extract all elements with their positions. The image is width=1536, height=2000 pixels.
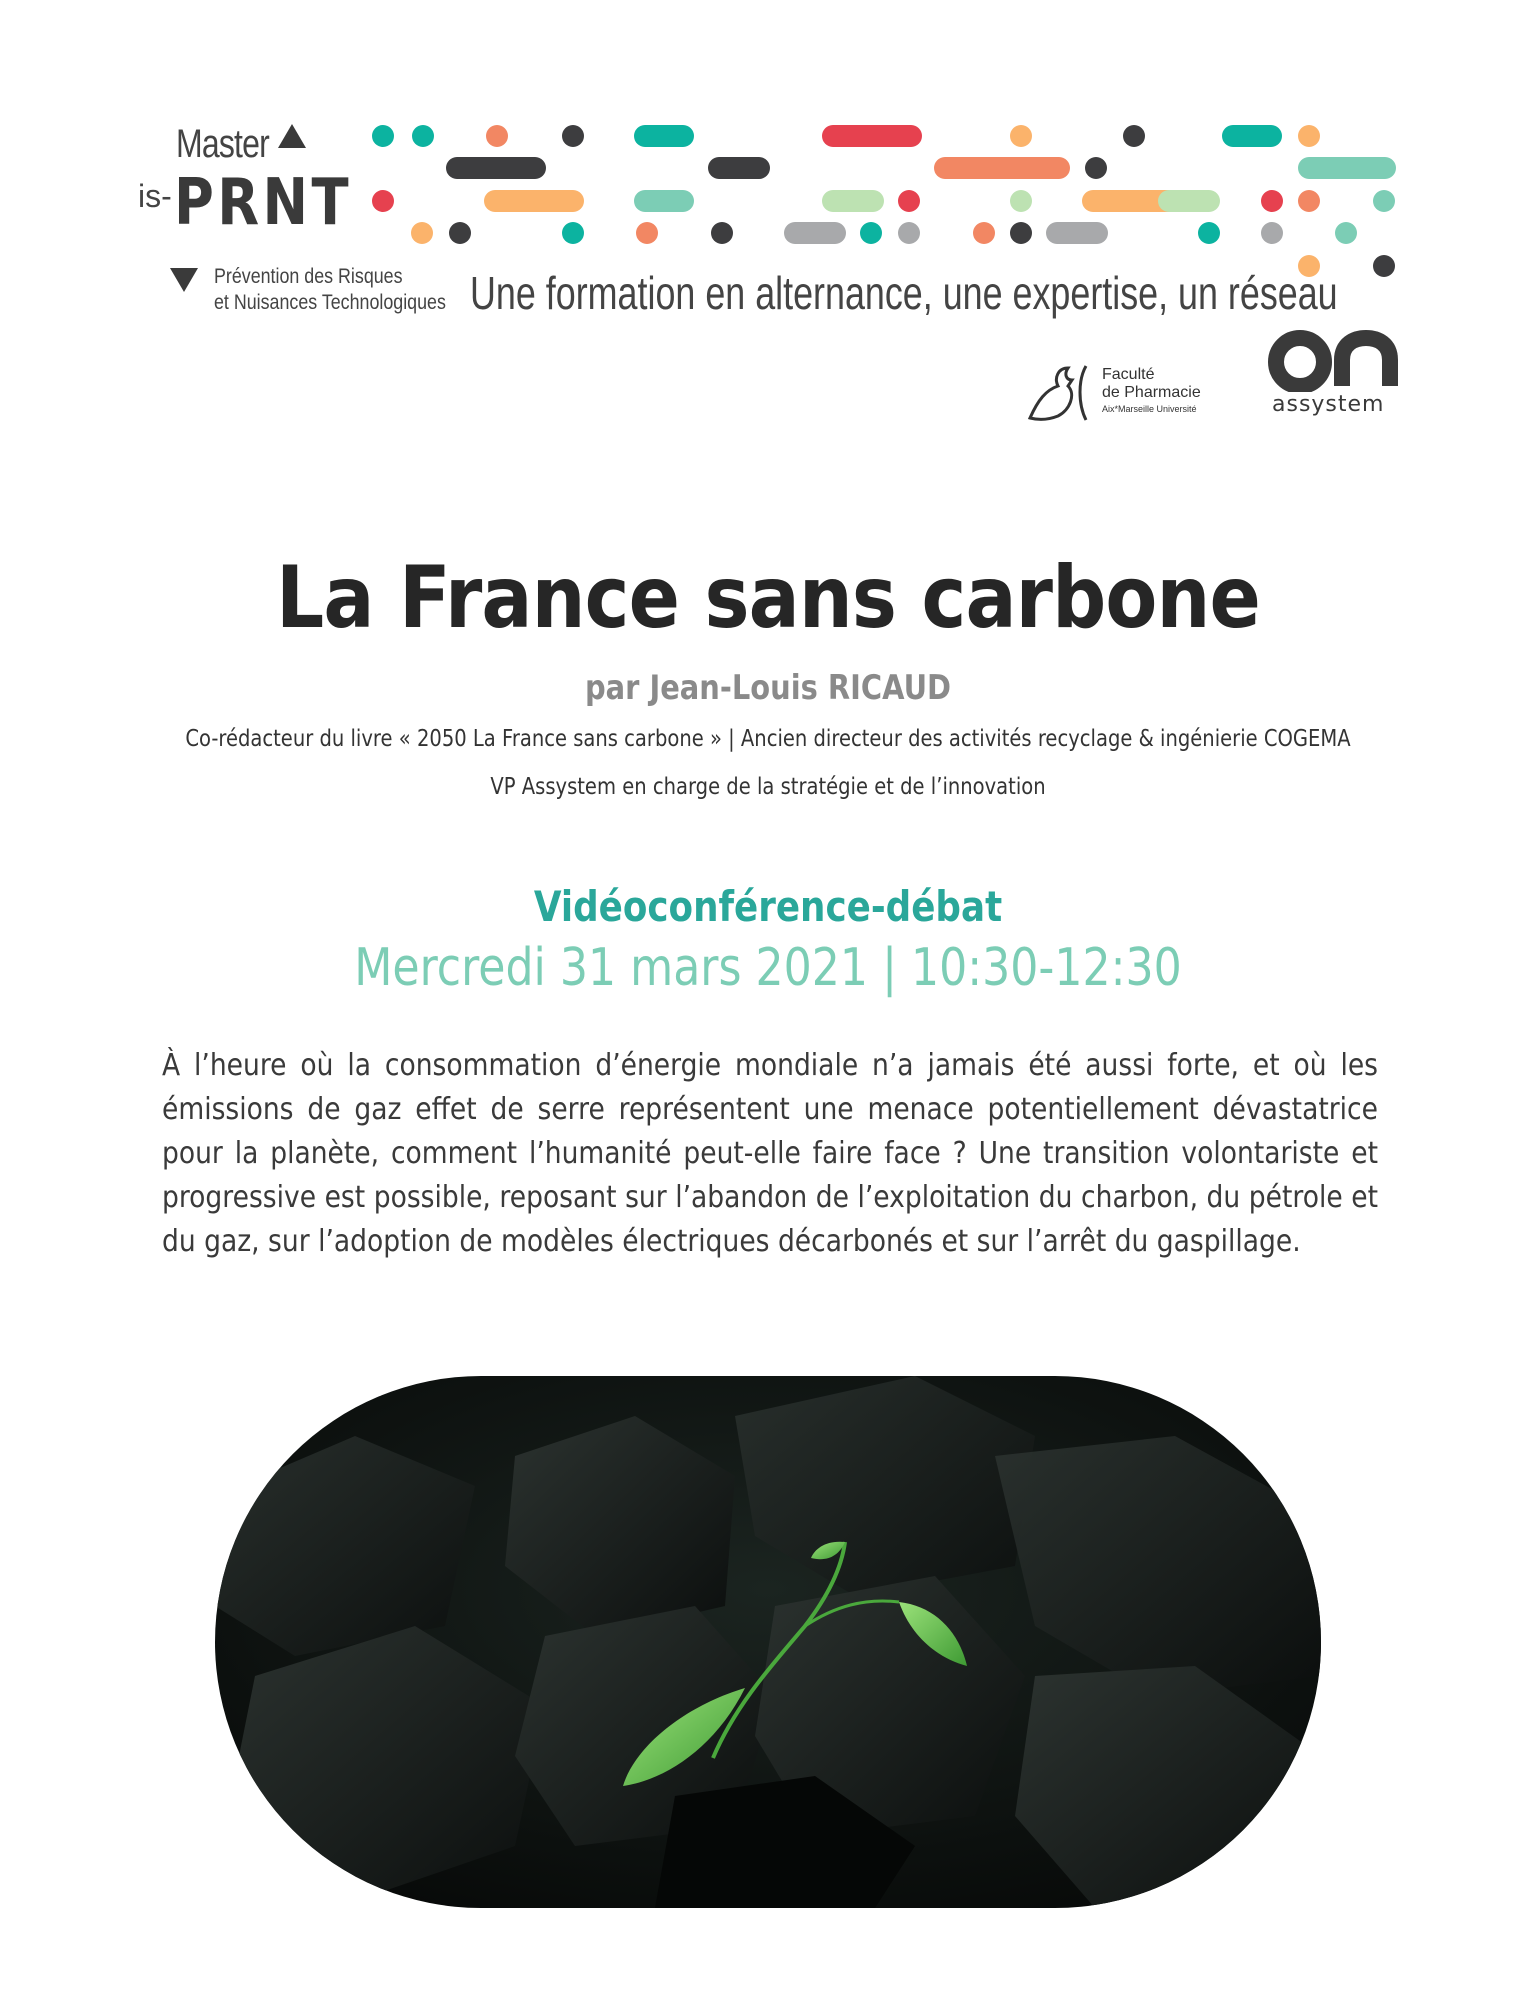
speaker-bio-line2: VP Assystem en charge de la stratégie et de l’innovation [490, 774, 1046, 800]
triangle-up-icon [278, 124, 306, 148]
assystem-mark-icon [1262, 326, 1412, 392]
coal-sprout-photo [215, 1376, 1321, 1908]
faculty-line2: de Pharmacie [1102, 384, 1201, 401]
event-date-time: Mercredi 31 mars 2021 | 10:30-12:30 [354, 938, 1182, 998]
pelican-icon [1024, 360, 1098, 426]
event-format: Vidéoconférence-débat [533, 882, 1003, 931]
university-name: Aix*Marseille Université [1102, 404, 1197, 414]
logo-subtitle [214, 264, 446, 316]
event-description-text: À l’heure où la consommation d’énergie mondiale n’a jamais été aussi forte, et où les émissions de gaz effet de serre représentent une menace potentiellement dévastatrice pour la planète, comment l’humanité peut-elle faire face ? Une transition volontariste et progressive est possible, reposant sur l’abandon de l’exploitation du charbon, du pétrole et du gaz, sur l’adoption de modèles électriques décarbonés et sur l’arrêt du gaspillage. [162, 1048, 1378, 1259]
master-is-prnt-logo [130, 118, 446, 328]
faculty-line1: Faculté [1102, 366, 1155, 383]
speaker-bio-line1: Co-rédacteur du livre « 2050 La France sans carbone » | Ancien directeur des activités recyclage & ingénierie COGEMA [185, 726, 1351, 752]
coal-sprout-image [215, 1376, 1321, 1908]
faculty-name [1102, 366, 1201, 402]
logo-is-text: is- [138, 178, 172, 214]
logo-subtitle-line1: Prévention des Risques [214, 265, 403, 288]
triangle-down-icon [170, 268, 198, 292]
tagline: Une formation en alternance, une expertise, un réseau [470, 267, 1338, 319]
logo-subtitle-line2: et Nuisances Technologiques [214, 291, 446, 314]
assystem-logo [1262, 326, 1412, 426]
event-title: La France sans carbone [276, 548, 1260, 648]
assystem-wordmark: assystem [1272, 392, 1385, 417]
header [0, 0, 1536, 440]
event-description [162, 1044, 1378, 1264]
logo-prnt-text: PRNT [174, 166, 352, 240]
faculty-of-pharmacy-logo [1024, 356, 1234, 426]
logo-master-text: Master [176, 122, 269, 166]
speaker-name: par Jean-Louis RICAUD [584, 668, 952, 708]
